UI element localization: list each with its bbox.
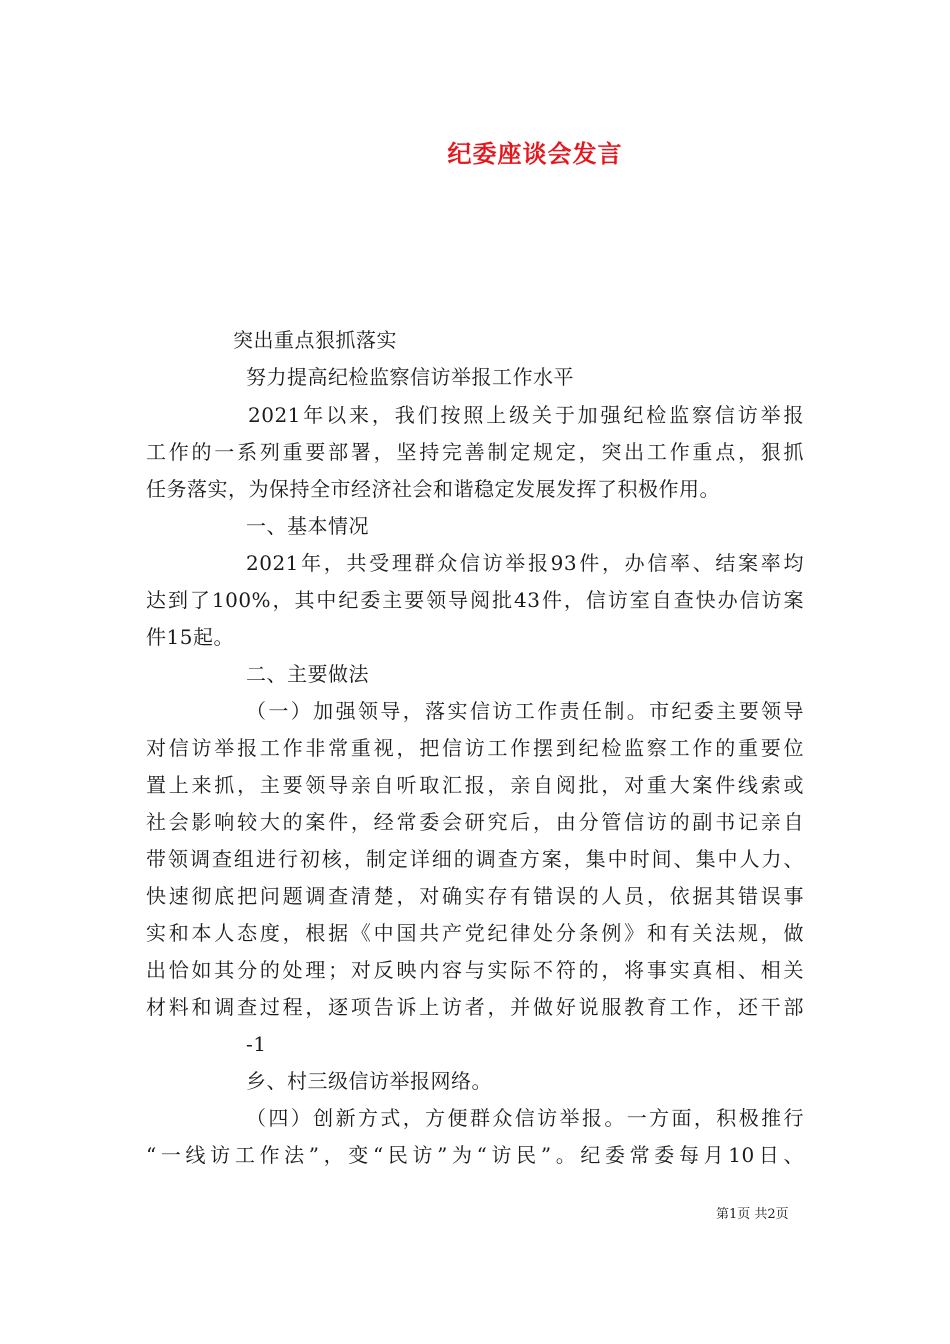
intro-line-2: 工作的一系列重要部署，坚持完善制定规定，突出工作重点，狠抓 xyxy=(146,440,804,464)
section2-line-9: 材料和调查过程，逐项告诉上访者，并做好说服教育工作，还干部 xyxy=(146,995,804,1019)
section2-line-7: 实和本人态度，根据《中国共产党纪律处分条例》和有关法规，做 xyxy=(146,921,804,945)
section2-heading: 二、主要做法 xyxy=(246,662,369,686)
section1-line-1: 2021年，共受理群众信访举报93件，办信率、结案率均 xyxy=(246,551,804,575)
section2-line-1: （一）加强领导，落实信访工作责任制。市纪委主要领导 xyxy=(246,699,804,723)
section2-line-5: 带领调查组进行初核，制定详细的调查方案，集中时间、集中人力、 xyxy=(146,847,804,871)
section2-line-4: 社会影响较大的案件，经常委会研究后，由分管信访的副书记亲自 xyxy=(146,810,804,834)
subtitle-1: 突出重点狠抓落实 xyxy=(233,328,397,352)
section1-heading: 一、基本情况 xyxy=(246,514,369,538)
subtitle-2: 努力提高纪检监察信访举报工作水平 xyxy=(246,365,574,389)
section1-line-3: 件15起。 xyxy=(146,625,234,649)
intro-line-1: 2021年以来，我们按照上级关于加强纪检监察信访举报 xyxy=(248,403,804,427)
page-footer: 第1页 共2页 xyxy=(716,1207,789,1222)
section1-line-2: 达到了100%，其中纪委主要领导阅批43件，信访室自查快办信访案 xyxy=(146,588,804,612)
document-title: 纪委座谈会发言 xyxy=(447,140,623,168)
section2-line-2: 对信访举报工作非常重视，把信访工作摆到纪检监察工作的重要位 xyxy=(146,736,804,760)
section2-line-8: 出恰如其分的处理；对反映内容与实际不符的，将事实真相、相关 xyxy=(146,958,804,982)
continuation-line-1: 乡、村三级信访举报网络。 xyxy=(246,1069,492,1093)
section2-line-3: 置上来抓，主要领导亲自听取汇报，亲自阅批，对重大案件线索或 xyxy=(146,773,804,797)
page-marker: -1 xyxy=(246,1032,267,1056)
section2-line-6: 快速彻底把问题调查清楚，对确实存有错误的人员，依据其错误事 xyxy=(146,884,804,908)
continuation-line-2: （四）创新方式，方便群众信访举报。一方面，积极推行 xyxy=(246,1106,804,1130)
intro-line-3: 任务落实，为保持全市经济社会和谐稳定发展发挥了积极作用。 xyxy=(146,477,720,501)
continuation-line-3: “一线访工作法”，变“民访”为“访民”。纪委常委每月10日、 xyxy=(146,1143,804,1167)
